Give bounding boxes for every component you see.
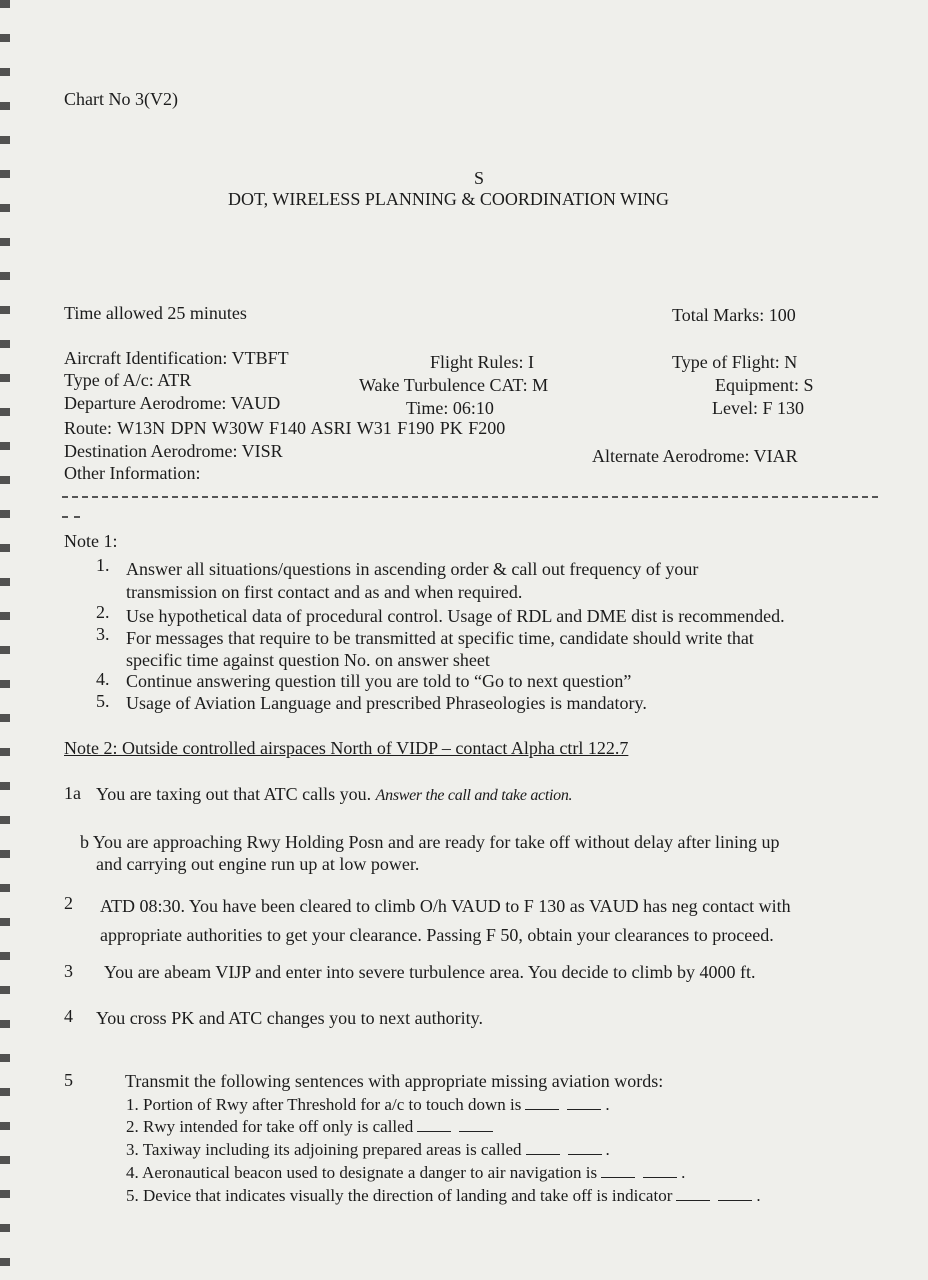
question-1a-emphasis: Answer the call and take action. xyxy=(375,787,573,804)
question-5-item xyxy=(126,1117,497,1137)
note2: Note 2: Outside controlled airspaces North of VIDP – contact Alpha ctrl 122.7 xyxy=(64,738,629,758)
cruising-level: Level: F 130 xyxy=(712,398,804,418)
aircraft-type: Type of A/c: ATR xyxy=(64,370,192,390)
question-1b-text: b You are approaching Rwy Holding Posn and are ready for take off without delay after lining up xyxy=(80,832,780,852)
answer-blank[interactable] xyxy=(601,1163,635,1178)
question-5-intro: Transmit the following sentences with appropriate missing aviation words: xyxy=(125,1071,664,1091)
note1-item-num: 5. xyxy=(96,691,110,711)
note1-item-text: Continue answering question till you are told to “Go to next question” xyxy=(126,671,632,691)
question-number: 5 xyxy=(64,1070,73,1090)
header-mark: S xyxy=(474,168,485,188)
departure-time: Time: 06:10 xyxy=(406,398,494,418)
answer-blank[interactable] xyxy=(417,1117,451,1132)
question-1a xyxy=(96,784,572,805)
question-5-item-text: 4. Aeronautical beacon used to designate a danger to air navigation is xyxy=(126,1163,598,1182)
wake-turbulence: Wake Turbulence CAT: M xyxy=(359,375,549,395)
chart-number: Chart No 3(V2) xyxy=(64,89,178,109)
time-allowed: Time allowed 25 minutes xyxy=(64,303,247,323)
question-5-item-text: 3. Taxiway including its adjoining prepared areas is called xyxy=(126,1140,522,1159)
answer-blank[interactable] xyxy=(718,1186,752,1201)
dashed-divider xyxy=(62,496,878,498)
note1-item-text: Answer all situations/questions in ascending order & call out frequency of your xyxy=(126,559,699,579)
type-of-flight: Type of Flight: N xyxy=(672,352,798,372)
question-1b-text: and carrying out engine run up at low power. xyxy=(96,854,420,874)
question-5-item-text: 1. Portion of Rwy after Threshold for a/c to touch down is xyxy=(126,1095,522,1114)
flight-rules: Flight Rules: I xyxy=(430,352,535,372)
note1-item-text: specific time against question No. on answer sheet xyxy=(126,650,490,670)
question-5-item: 1. Portion of Rwy after Threshold for a/c to touch down is . xyxy=(126,1095,610,1114)
note1-item-num: 4. xyxy=(96,669,110,689)
note1-item-num: 2. xyxy=(96,602,110,622)
question-1a-text: You are taxing out that ATC calls you. xyxy=(96,784,376,804)
answer-blank[interactable] xyxy=(676,1186,710,1201)
note1-item-text: Use hypothetical data of procedural control. Usage of RDL and DME dist is recommended. xyxy=(126,606,785,626)
departure-aerodrome: Departure Aerodrome: VAUD xyxy=(64,393,281,413)
question-number: 3 xyxy=(64,961,73,981)
note1-item-num: 1. xyxy=(96,555,110,575)
aircraft-id: Aircraft Identification: VTBFT xyxy=(64,348,289,368)
answer-blank[interactable] xyxy=(526,1140,560,1155)
equipment: Equipment: S xyxy=(715,375,814,395)
total-marks: Total Marks: 100 xyxy=(672,305,796,325)
page-title: DOT, WIRELESS PLANNING & COORDINATION WING xyxy=(228,189,669,209)
note1-heading: Note 1: xyxy=(64,531,118,551)
question-2-text: appropriate authorities to get your clearance. Passing F 50, obtain your clearances to proceed. xyxy=(100,925,774,945)
answer-blank[interactable] xyxy=(459,1117,493,1132)
dashed-divider-short xyxy=(62,516,80,518)
note1-item-text: transmission on first contact and as and when required. xyxy=(126,582,523,602)
binding-edge xyxy=(0,0,10,1280)
answer-blank[interactable] xyxy=(525,1095,559,1110)
question-number: 1a xyxy=(64,783,81,803)
question-5-item-text: 5. Device that indicates visually the direction of landing and take off is indicator xyxy=(126,1186,673,1205)
question-5-item: 5. Device that indicates visually the direction of landing and take off is indicator . xyxy=(126,1186,761,1205)
alternate-aerodrome: Alternate Aerodrome: VIAR xyxy=(592,446,798,466)
answer-blank[interactable] xyxy=(643,1163,677,1178)
question-number: 4 xyxy=(64,1006,73,1026)
answer-blank[interactable] xyxy=(568,1140,602,1155)
question-number: 2 xyxy=(64,893,73,913)
note1-item-text: Usage of Aviation Language and prescribed Phraseologies is mandatory. xyxy=(126,693,647,713)
question-5-item: 3. Taxiway including its adjoining prepared areas is called . xyxy=(126,1140,610,1159)
question-5-item-text: 2. Rwy intended for take off only is called xyxy=(126,1117,414,1136)
note1-item-text: For messages that require to be transmitted at specific time, candidate should write that xyxy=(126,628,754,648)
other-information: Other Information: xyxy=(64,463,201,483)
question-3-text: You are abeam VIJP and enter into severe turbulence area. You decide to climb by 4000 ft. xyxy=(104,962,756,982)
question-2-text: ATD 08:30. You have been cleared to climb O/h VAUD to F 130 as VAUD has neg contact with xyxy=(100,896,791,916)
answer-blank[interactable] xyxy=(567,1095,601,1110)
question-4-text: You cross PK and ATC changes you to next authority. xyxy=(96,1008,483,1028)
question-5-item: 4. Aeronautical beacon used to designate a danger to air navigation is . xyxy=(126,1163,686,1182)
destination-aerodrome: Destination Aerodrome: VISR xyxy=(64,441,283,461)
route: Route: W13N DPN W30W F140 ASRI W31 F190 PK F200 xyxy=(64,418,506,438)
note1-item-num: 3. xyxy=(96,624,110,644)
